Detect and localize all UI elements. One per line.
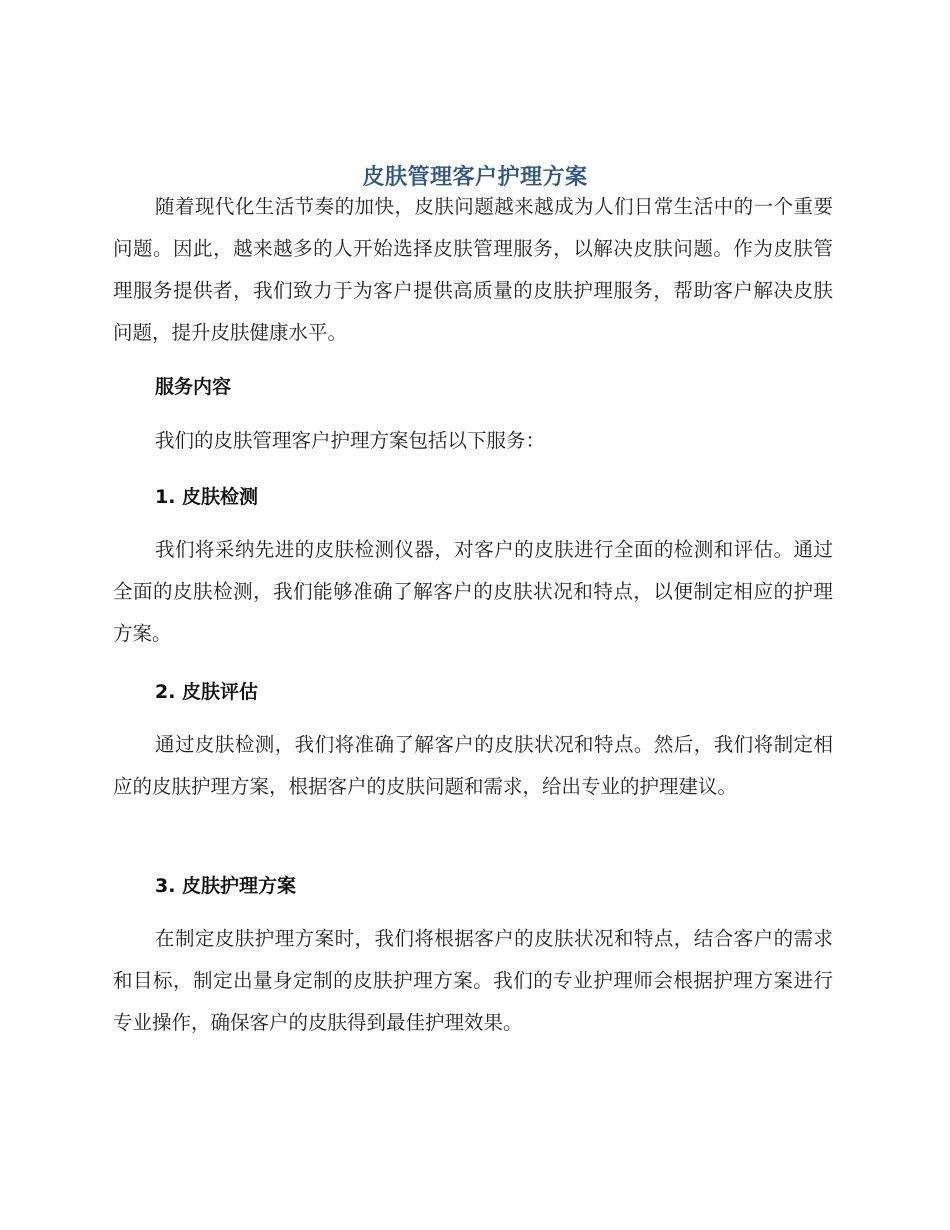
item-heading-skin-detection: 1. 皮肤检测 (155, 486, 259, 508)
item-body-skin-assessment: 通过皮肤检测，我们将准确了解客户的皮肤状况和特点。然后，我们将制定相应的皮肤护理方案，根据客户的皮肤问题和需求，给出专业的护理建议。 (113, 733, 833, 798)
intro-paragraph: 随着现代化生活节奏的加快，皮肤问题越来越成为人们日常生活中的一个重要问题。因此，越来越多的人开始选择皮肤管理服务，以解决皮肤问题。作为皮肤管理服务提供者，我们致力于为客户提供高质量的皮肤护理服务，帮助客户解决皮肤问题，提升皮肤健康水平。 (113, 195, 833, 344)
item-heading-skin-assessment: 2. 皮肤评估 (155, 681, 259, 703)
section-intro-paragraph: 我们的皮肤管理客户护理方案包括以下服务： (155, 429, 546, 452)
item-body-skin-detection: 我们将采纳先进的皮肤检测仪器，对客户的皮肤进行全面的检测和评估。通过全面的皮肤检测，我们能够准确了解客户的皮肤状况和特点，以便制定相应的护理方案。 (113, 538, 833, 645)
page-title: 皮肤管理客户护理方案 (362, 164, 588, 190)
section-heading-services: 服务内容 (155, 376, 232, 398)
item-body-care-plan: 在制定皮肤护理方案时，我们将根据客户的皮肤状况和特点，结合客户的需求和目标，制定出量身定制的皮肤护理方案。我们的专业护理师会根据护理方案进行专业操作，确保客户的皮肤得到最佳护理效果。 (113, 927, 833, 1034)
item-heading-care-plan: 3. 皮肤护理方案 (155, 875, 297, 897)
